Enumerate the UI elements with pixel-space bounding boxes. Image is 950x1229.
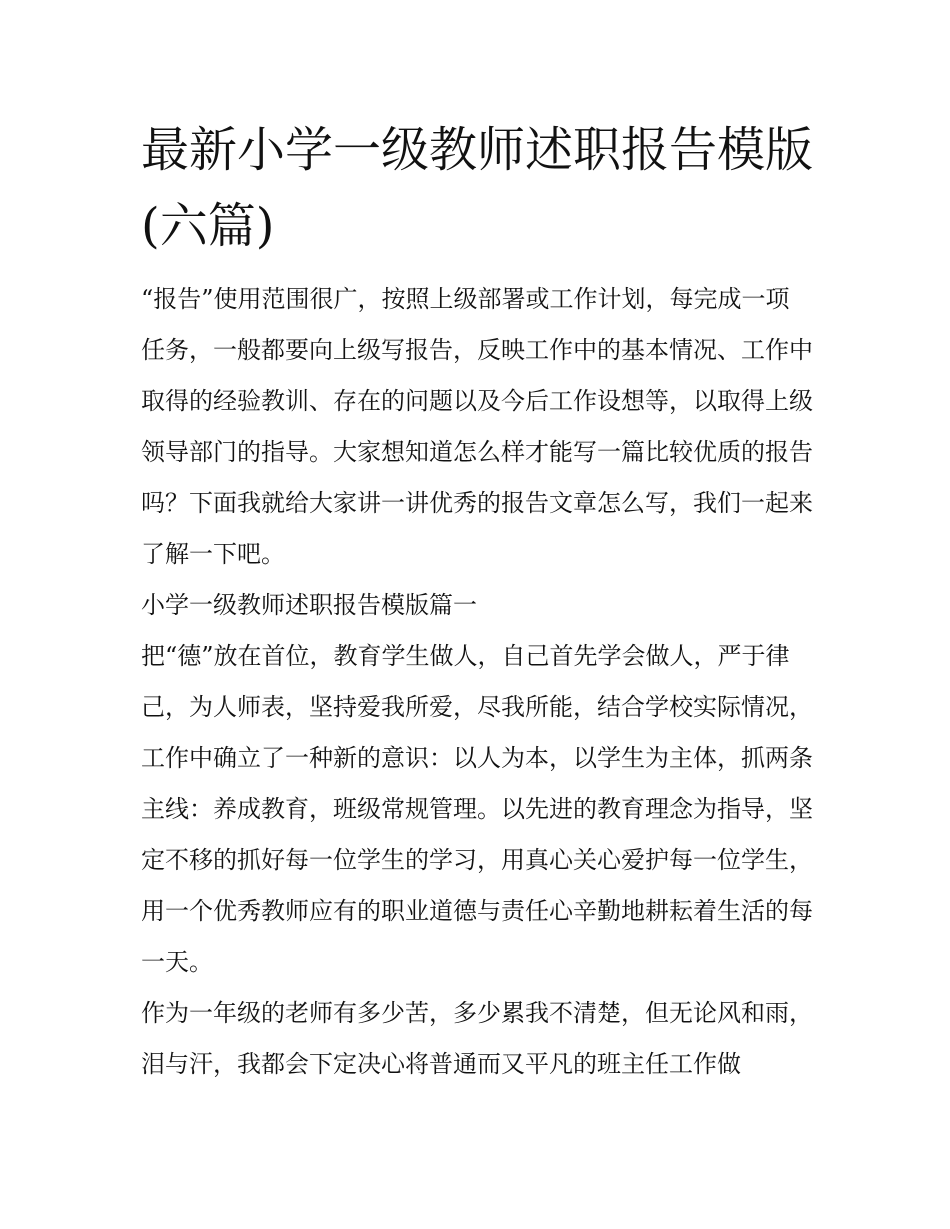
section-heading: 小学一级教师述职报告模版篇一	[141, 591, 477, 619]
document-page	[141, 112, 813, 1090]
body-paragraph: 把“德”放在首位，教育学生做人，自己首先学会做人，严于律己，为人师表，坚持爱我所爱，尽我所能，结合学校实际情况，工作中确立了一种新的意识：以人为本，以学生为主体，抓两条主线：养成教育，班级常规管理。以先进的教育理念为指导，坚定不移的抓好每一位学生的学习，用真心关心爱护每一位学生，用一个优秀教师应有的职业道德与责任心辛勤地耕耘着生活的每一天。	[141, 642, 813, 976]
body-paragraph: 作为一年级的老师有多少苦，多少累我不清楚，但无论风和雨，泪与汗，我都会下定决心将普通而又平凡的班主任工作做	[141, 999, 813, 1078]
document-title: 最新小学一级教师述职报告模版(六篇)	[141, 122, 814, 254]
intro-paragraph: “报告”使用范围很广，按照上级部署或工作计划，每完成一项任务，一般都要向上级写报告，反映工作中的基本情况、工作中取得的经验教训、存在的问题以及今后工作设想等，以取得上级领导部门的指导。大家想知道怎么样才能写一篇比较优质的报告吗？下面我就给大家讲一讲优秀的报告文章怎么写，我们一起来了解一下吧。	[141, 285, 813, 568]
